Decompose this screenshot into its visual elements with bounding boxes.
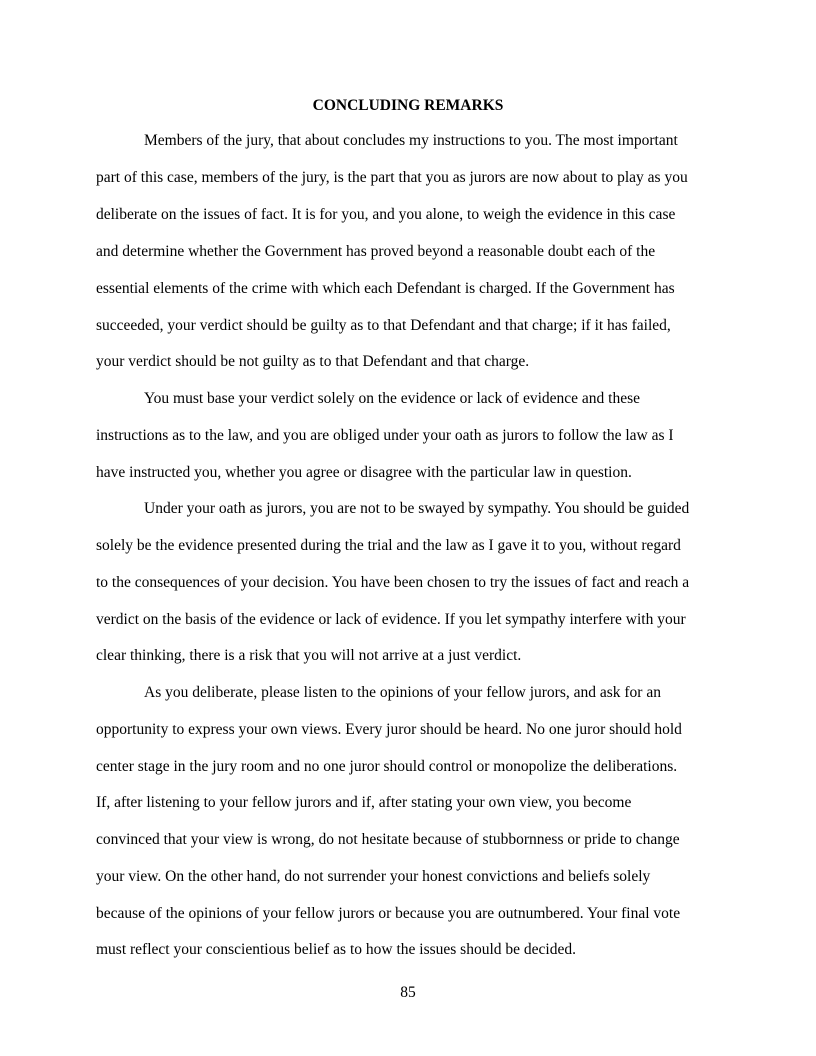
paragraph-line: have instructed you, whether you agree or disagree with the particular law in question.: [96, 464, 632, 481]
paragraph-line: your view. On the other hand, do not surrender your honest convictions and beliefs solely: [96, 868, 651, 885]
page-number: 85: [400, 984, 416, 1001]
paragraph-line: succeeded, your verdict should be guilty as to that Defendant and that charge; if it has failed,: [96, 317, 671, 334]
paragraph-line: to the consequences of your decision. You have been chosen to try the issues of fact and reach a: [96, 574, 690, 591]
paragraph-line: solely be the evidence presented during the trial and the law as I gave it to you, without regard: [96, 537, 681, 554]
paragraph-line: instructions as to the law, and you are obliged under your oath as jurors to follow the law as I: [96, 427, 674, 444]
paragraph-line: clear thinking, there is a risk that you will not arrive at a just verdict.: [96, 647, 522, 664]
paragraph-line: As you deliberate, please listen to the opinions of your fellow jurors, and ask for an: [144, 684, 661, 701]
paragraph-line: deliberate on the issues of fact. It is for you, and you alone, to weigh the evidence in this case: [96, 206, 676, 223]
paragraph-line: You must base your verdict solely on the evidence or lack of evidence and these: [144, 390, 640, 407]
paragraph-line: center stage in the jury room and no one juror should control or monopolize the deliberations.: [96, 758, 678, 775]
paragraph-line: Members of the jury, that about concludes my instructions to you. The most important: [144, 132, 678, 149]
paragraph-line: essential elements of the crime with which each Defendant is charged. If the Government has: [96, 280, 675, 297]
paragraph-line: part of this case, members of the jury, is the part that you as jurors are now about to play as you: [96, 169, 688, 186]
paragraph-line: and determine whether the Government has proved beyond a reasonable doubt each of the: [96, 243, 656, 260]
paragraph-line: your verdict should be not guilty as to that Defendant and that charge.: [96, 353, 530, 370]
paragraph-line: must reflect your conscientious belief as to how the issues should be decided.: [96, 941, 576, 958]
paragraph-line: verdict on the basis of the evidence or lack of evidence. If you let sympathy interfere with your: [96, 611, 686, 628]
paragraph-line: because of the opinions of your fellow jurors or because you are outnumbered. Your final vote: [96, 905, 681, 922]
paragraph-line: Under your oath as jurors, you are not to be swayed by sympathy. You should be guided: [144, 500, 690, 517]
paragraph-line: convinced that your view is wrong, do not hesitate because of stubbornness or pride to change: [96, 831, 680, 848]
section-title: CONCLUDING REMARKS: [312, 97, 504, 114]
paragraph-line: If, after listening to your fellow jurors and if, after stating your own view, you become: [96, 794, 632, 811]
paragraph-line: opportunity to express your own views. Every juror should be heard. No one juror should hold: [96, 721, 682, 738]
